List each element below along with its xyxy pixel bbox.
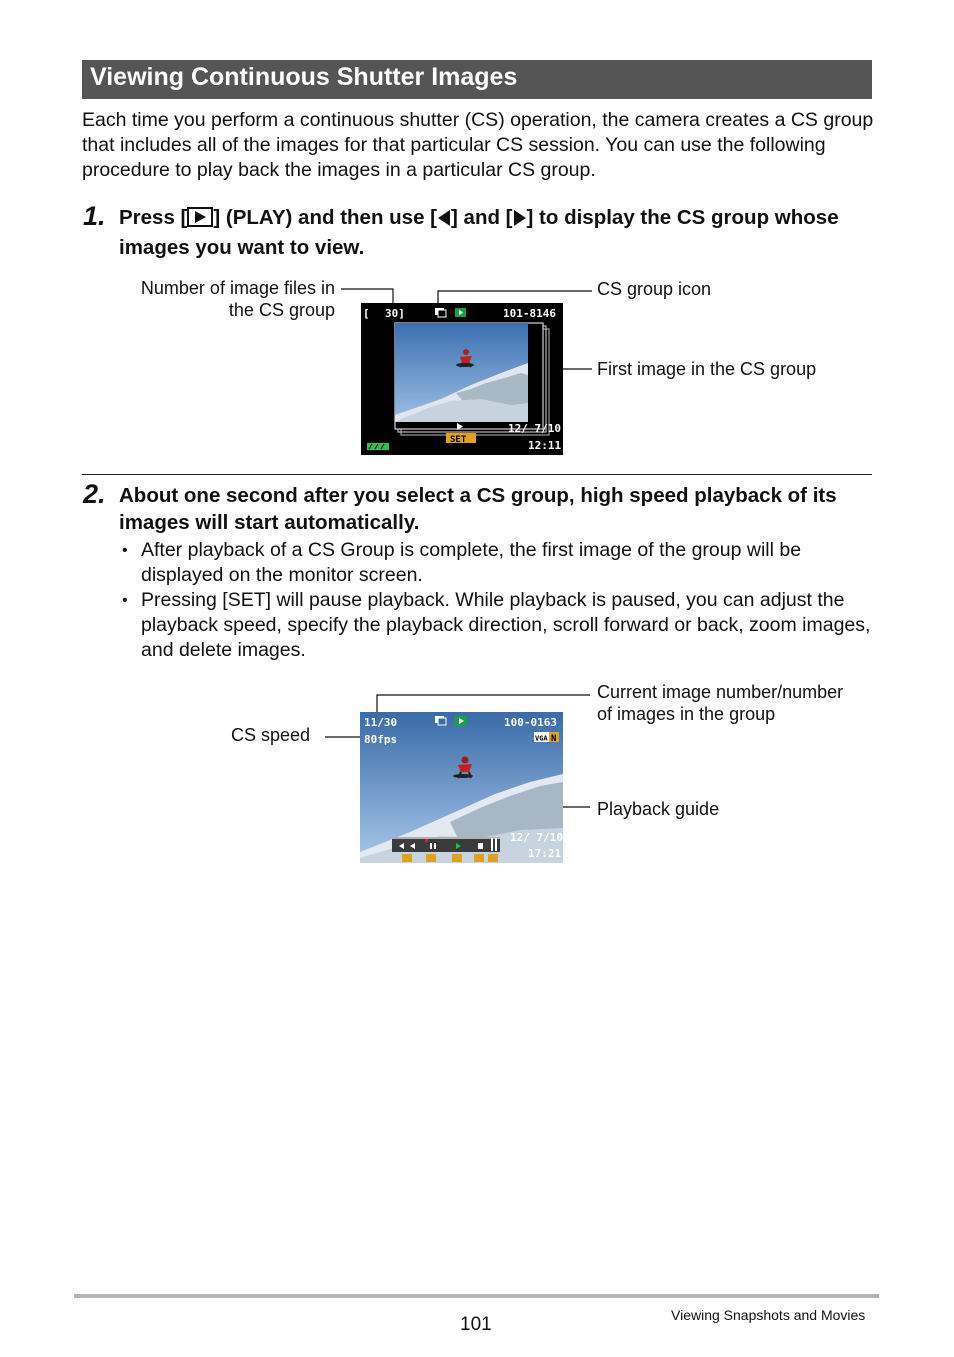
label-number-of-files-line2: the CS group: [228, 300, 335, 320]
footer-rule: [74, 1294, 879, 1298]
step-1-text-part2: ] (PLAY) and then use [: [213, 206, 438, 229]
step-1-text-part3: ] and [: [451, 206, 513, 229]
camera-screen-cs-playback: [360, 712, 563, 863]
step-2-notes: [119, 538, 879, 663]
label-current-image-line1: Current image number/number: [597, 682, 844, 702]
step-1-text-part1: Press [: [119, 206, 188, 229]
screen-time: 12:11: [528, 439, 562, 452]
chapter-title: Viewing Snapshots and Movies: [671, 1307, 866, 1323]
screen-quality-badge: N: [551, 734, 557, 744]
note-item: • After playback of a CS Group is complete, the first image of the group will be displayed on the monitor screen.: [119, 538, 879, 588]
label-cs-speed: CS speed: [231, 725, 311, 745]
step-2-instruction: About one second after you select a CS group, high speed playback of its images will start automatically.: [119, 484, 837, 534]
camera-screen-cs-group: [361, 303, 563, 455]
screen-set-label: SET: [450, 435, 467, 445]
step-1-number: 1.: [83, 201, 106, 231]
screen-file-number: 101-8146: [503, 307, 556, 320]
step-1-text-part4: ] to display the CS group whose images you want to view.: [119, 206, 839, 259]
intro-paragraph: Each time you perform a continuous shutter (CS) operation, the camera creates a CS group that includes all of the images for that particular CS session. You can use the following procedure to play back the images in a particular CS group.: [82, 109, 874, 181]
label-playback-guide: Playback guide: [597, 799, 720, 819]
label-first-image: First image in the CS group: [597, 359, 817, 379]
screen-time-2: 17:21: [528, 847, 562, 860]
screen-size-badge: VGA: [535, 734, 548, 743]
label-number-of-files-line1: Number of image files in: [140, 278, 335, 298]
page-number: 101: [460, 1314, 492, 1335]
label-cs-group-icon: CS group icon: [597, 279, 712, 299]
screen-bracket: [: [363, 307, 370, 320]
step-divider: [82, 474, 872, 475]
label-current-image-line2: of images in the group: [597, 704, 776, 724]
screen-date: 12/ 7/10: [508, 422, 561, 435]
screen-date-2: 12/ 7/10: [510, 831, 563, 844]
screen-image-counter: 11/30: [364, 716, 398, 729]
step-2-number: 2.: [83, 479, 106, 509]
section-title: Viewing Continuous Shutter Images: [90, 63, 518, 91]
note-item: • Pressing [SET] will pause playback. While playback is paused, you can adjust the playback speed, specify the playback direction, scroll forward or back, zoom images, and delete images.: [119, 588, 879, 663]
screen-cs-speed: 80fps: [364, 733, 398, 746]
screen-file-number-2: 100-0163: [504, 716, 557, 729]
screen-file-count: 30]: [385, 307, 405, 320]
